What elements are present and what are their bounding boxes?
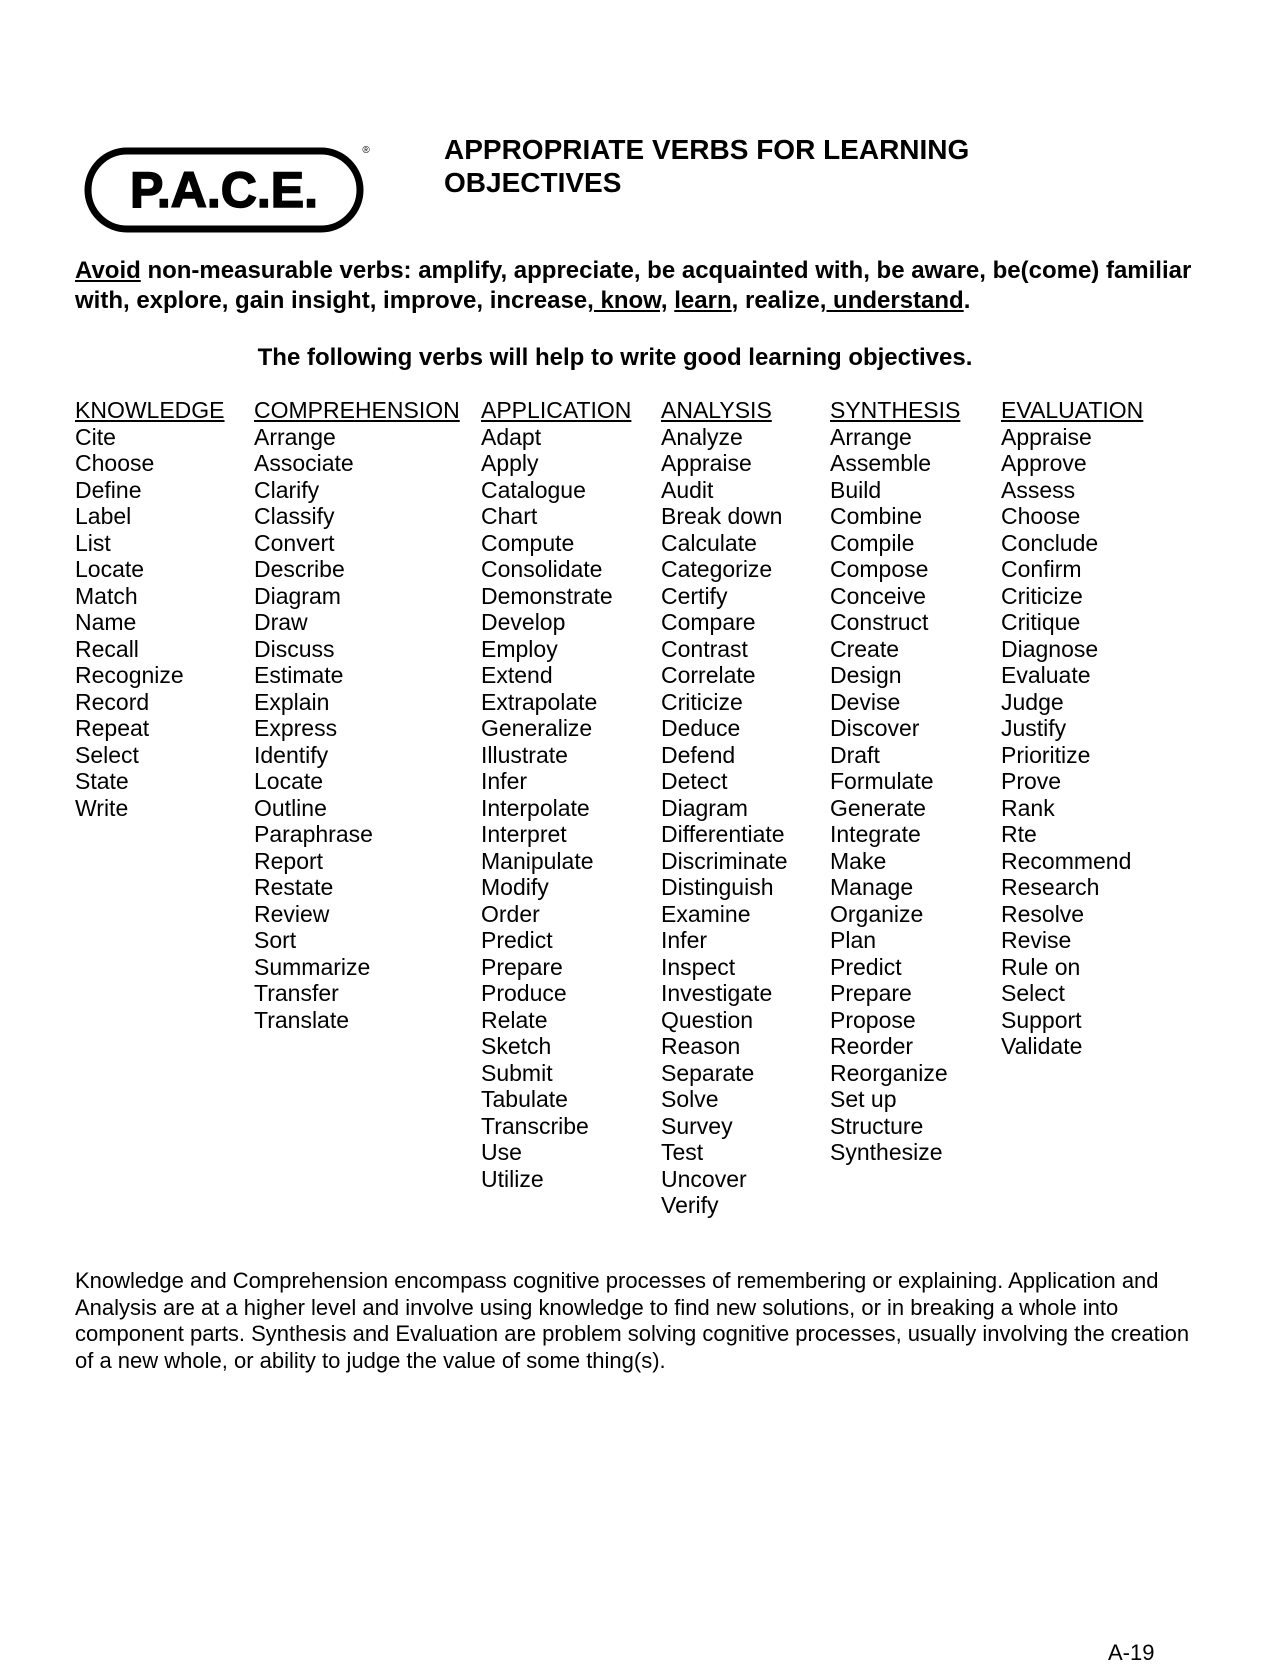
verb-list (661, 424, 788, 1219)
avoid-learn: learn (674, 287, 732, 314)
verb-item: Consolidate (481, 556, 603, 582)
verb-item: Reorder (830, 1033, 914, 1059)
verb-item: Extrapolate (481, 688, 598, 715)
verb-item: Define (75, 476, 142, 503)
verb-item: Critique (1001, 609, 1081, 635)
verb-item: Paraphrase (254, 821, 373, 847)
verb-item: Prioritize (1001, 741, 1091, 768)
verb-item: Appraise (661, 450, 752, 476)
avoid-end: . (963, 287, 971, 314)
verb-item: Utilize (481, 1165, 544, 1192)
verb-list (1001, 424, 1143, 1060)
verb-item: Tabulate (481, 1086, 568, 1112)
verb-item: Construct (830, 609, 929, 635)
verb-item: Compare (661, 609, 756, 635)
verb-item: Recall (75, 635, 139, 662)
verb-item: Synthesize (830, 1139, 943, 1165)
verb-item: Recommend (1001, 847, 1132, 874)
verb-item: Contrast (661, 635, 748, 662)
verb-item: Infer (661, 927, 708, 953)
verb-item: Assemble (830, 450, 931, 476)
verb-item: Illustrate (481, 741, 568, 768)
column-comprehension (254, 397, 460, 1033)
verb-item: Revise (1001, 927, 1072, 953)
column-header: EVALUATION (1001, 397, 1144, 423)
column-application (481, 397, 631, 1192)
verb-item: Recognize (75, 662, 184, 688)
verb-item: Approve (1001, 450, 1087, 476)
verb-item: Prepare (481, 953, 563, 980)
column-evaluation (1001, 397, 1143, 1060)
verb-item: Choose (1001, 503, 1081, 529)
verb-item: Associate (254, 450, 354, 476)
verb-item: Criticize (1001, 582, 1083, 609)
verb-item: Use (481, 1139, 522, 1165)
verb-item: Solve (661, 1086, 719, 1112)
verb-item: Rule on (1001, 953, 1081, 980)
verb-item: Order (481, 900, 540, 927)
column-knowledge (75, 397, 225, 821)
column-header: SYNTHESIS (830, 397, 961, 423)
verb-item: Prepare (830, 980, 912, 1006)
avoid-know: , know, (587, 287, 668, 314)
verb-item: Summarize (254, 953, 371, 980)
verb-item: Produce (481, 980, 567, 1006)
verb-item: Record (75, 688, 150, 715)
verb-item: Assess (1001, 476, 1076, 503)
verb-item: Research (1001, 874, 1100, 900)
verb-item: Arrange (830, 423, 912, 450)
verb-item: Formulate (830, 768, 934, 794)
verb-item: Conclude (1001, 529, 1099, 556)
avoid-verbs-paragraph (75, 256, 1205, 316)
verb-item: Generate (830, 794, 926, 821)
verb-item: Survey (661, 1112, 733, 1139)
verb-item: Infer (481, 768, 528, 794)
verb-item: Discuss (254, 635, 335, 662)
verb-item: Judge (1001, 688, 1064, 715)
verb-item: Detect (661, 768, 728, 794)
verb-item: Identify (254, 741, 329, 768)
verb-item: Differentiate (661, 821, 785, 847)
verb-item: Diagram (661, 794, 748, 821)
verb-item: Evaluate (1001, 662, 1091, 688)
verb-item: Interpret (481, 821, 567, 847)
verb-item: Write (75, 794, 129, 821)
verb-item: Create (830, 635, 900, 662)
verb-item: Estimate (254, 662, 344, 688)
verb-item: Express (254, 715, 338, 741)
pace-logo (84, 143, 374, 235)
verb-item: Extend (481, 662, 553, 688)
title-line-2: OBJECTIVES (444, 167, 622, 198)
verb-item: Reorganize (830, 1059, 948, 1086)
verb-item: Review (254, 900, 330, 927)
verb-item: Label (75, 503, 132, 529)
verb-list (75, 424, 225, 822)
verb-item: Organize (830, 900, 924, 927)
verb-item: Examine (661, 900, 751, 927)
column-header: COMPREHENSION (254, 397, 460, 423)
registered-mark: ® (362, 145, 370, 156)
verb-item: Outline (254, 794, 327, 821)
verb-item: Restate (254, 874, 334, 900)
verb-item: Certify (661, 582, 728, 609)
verb-item: Select (1001, 980, 1065, 1006)
verb-item: Diagram (254, 582, 341, 609)
verb-item: Compute (481, 529, 575, 556)
verb-item: Convert (254, 529, 335, 556)
verb-item: Discriminate (661, 847, 788, 874)
summary-paragraph: Knowledge and Comprehension encompass cognitive processes of remembering or explaining. Application and Analysis are at a higher level and involve using knowledge to find new solutions, or in breaking a whole into component parts. Synthesis and Evaluation are problem solving cognitive processes, usually involving the creation of a new whole, or ability to judge the value of some thing(s). (75, 1268, 1190, 1373)
verb-item: Separate (661, 1059, 755, 1086)
verb-item: Sort (254, 927, 297, 953)
avoid-text-1: non-measurable verbs: amplify, appreciate, be acquainted with, be aware, be(come) familiar with, explore, gain insight, improve, increase (75, 257, 1192, 314)
verb-item: Set up (830, 1086, 897, 1112)
verb-item: Distinguish (661, 874, 774, 900)
verb-item: Describe (254, 556, 345, 582)
verb-item: Draft (830, 741, 880, 768)
verb-item: Select (75, 741, 139, 768)
verb-item: Clarify (254, 476, 320, 503)
verb-item: Explain (254, 688, 330, 715)
verb-item: Correlate (661, 662, 756, 688)
column-analysis (661, 397, 788, 1219)
verb-item: Cite (75, 423, 116, 450)
avoid-text-2: , realize (731, 287, 820, 314)
verb-item: Compose (830, 556, 929, 582)
verb-item: Question (661, 1006, 754, 1033)
verb-item: Break down (661, 503, 783, 529)
verb-item: Name (75, 609, 137, 635)
verb-item: Translate (254, 1006, 350, 1033)
verb-item: Develop (481, 609, 566, 635)
verb-item: Rte (1001, 821, 1037, 847)
verb-item: Deduce (661, 715, 741, 741)
verb-item: Justify (1001, 715, 1067, 741)
verb-item: Locate (254, 768, 324, 794)
logo-text: P.A.C.E. (129, 162, 319, 218)
verb-item: Apply (481, 450, 539, 476)
column-header: ANALYSIS (661, 397, 772, 423)
verb-item: Propose (830, 1006, 916, 1033)
verb-item: Locate (75, 556, 145, 582)
verb-item: Build (830, 476, 882, 503)
verb-item: Conceive (830, 582, 926, 609)
verb-item: Investigate (661, 980, 773, 1006)
verb-item: Predict (830, 953, 902, 980)
verb-item: Verify (661, 1192, 719, 1218)
verb-item: Make (830, 847, 887, 874)
verb-item: Demonstrate (481, 582, 613, 609)
verb-item: Compile (830, 529, 915, 556)
verb-item: Defend (661, 741, 736, 768)
column-synthesis (830, 397, 960, 1166)
verb-item: Support (1001, 1006, 1082, 1033)
verb-item: Sketch (481, 1033, 552, 1059)
verb-item: Inspect (661, 953, 736, 980)
verb-item: Submit (481, 1059, 553, 1086)
verb-item: Analyze (661, 423, 743, 450)
page-number: A-19 (1108, 1640, 1155, 1665)
verb-item: Validate (1001, 1033, 1083, 1059)
column-header: KNOWLEDGE (75, 397, 225, 423)
verb-item: Plan (830, 927, 877, 953)
avoid-lead: Avoid (75, 257, 141, 284)
verb-item: Manipulate (481, 847, 594, 874)
verb-item: Appraise (1001, 423, 1092, 450)
verb-item: Catalogue (481, 476, 586, 503)
verb-item: Diagnose (1001, 635, 1099, 662)
intro-sentence: The following verbs will help to write good learning objectives. (257, 344, 973, 371)
avoid-understand: , understand (819, 287, 964, 314)
verb-item: Match (75, 582, 138, 609)
verb-list (830, 424, 960, 1166)
verb-item: Design (830, 662, 902, 688)
verb-item: Discover (830, 715, 920, 741)
verb-item: Test (661, 1139, 704, 1165)
column-header: APPLICATION (481, 397, 632, 423)
verb-item: Employ (481, 635, 558, 662)
verb-item: Relate (481, 1006, 548, 1033)
verb-item: Criticize (661, 688, 743, 715)
verb-item: Combine (830, 503, 923, 529)
verb-item: Repeat (75, 715, 150, 741)
verb-item: Rank (1001, 794, 1055, 821)
verb-list (481, 424, 631, 1193)
verb-item: Audit (661, 476, 714, 503)
verb-item: List (75, 529, 111, 556)
verb-item: Draw (254, 609, 308, 635)
verb-item: Structure (830, 1112, 924, 1139)
verb-item: Predict (481, 927, 553, 953)
title-line-1: APPROPRIATE VERBS FOR LEARNING (444, 134, 970, 165)
verb-item: Chart (481, 503, 538, 529)
verb-item: Classify (254, 503, 335, 529)
verb-item: Categorize (661, 556, 773, 582)
verb-item: Choose (75, 450, 155, 476)
verb-item: Arrange (254, 423, 336, 450)
verb-item: Modify (481, 874, 549, 900)
verb-item: Adapt (481, 423, 542, 450)
verb-item: Confirm (1001, 556, 1082, 582)
page-title (444, 133, 1164, 199)
verb-item: State (75, 768, 129, 794)
verb-item: Report (254, 847, 324, 874)
verb-item: Devise (830, 688, 901, 715)
verb-item: Interpolate (481, 794, 590, 821)
verb-list (254, 424, 460, 1034)
verb-item: Prove (1001, 768, 1062, 794)
verb-item: Transfer (254, 980, 339, 1006)
verb-item: Resolve (1001, 900, 1085, 927)
verb-item: Reason (661, 1033, 741, 1059)
verb-item: Calculate (661, 529, 757, 556)
verb-item: Manage (830, 874, 914, 900)
verb-item: Integrate (830, 821, 921, 847)
verb-item: Generalize (481, 715, 593, 741)
verb-item: Transcribe (481, 1112, 589, 1139)
verb-item: Uncover (661, 1165, 747, 1192)
